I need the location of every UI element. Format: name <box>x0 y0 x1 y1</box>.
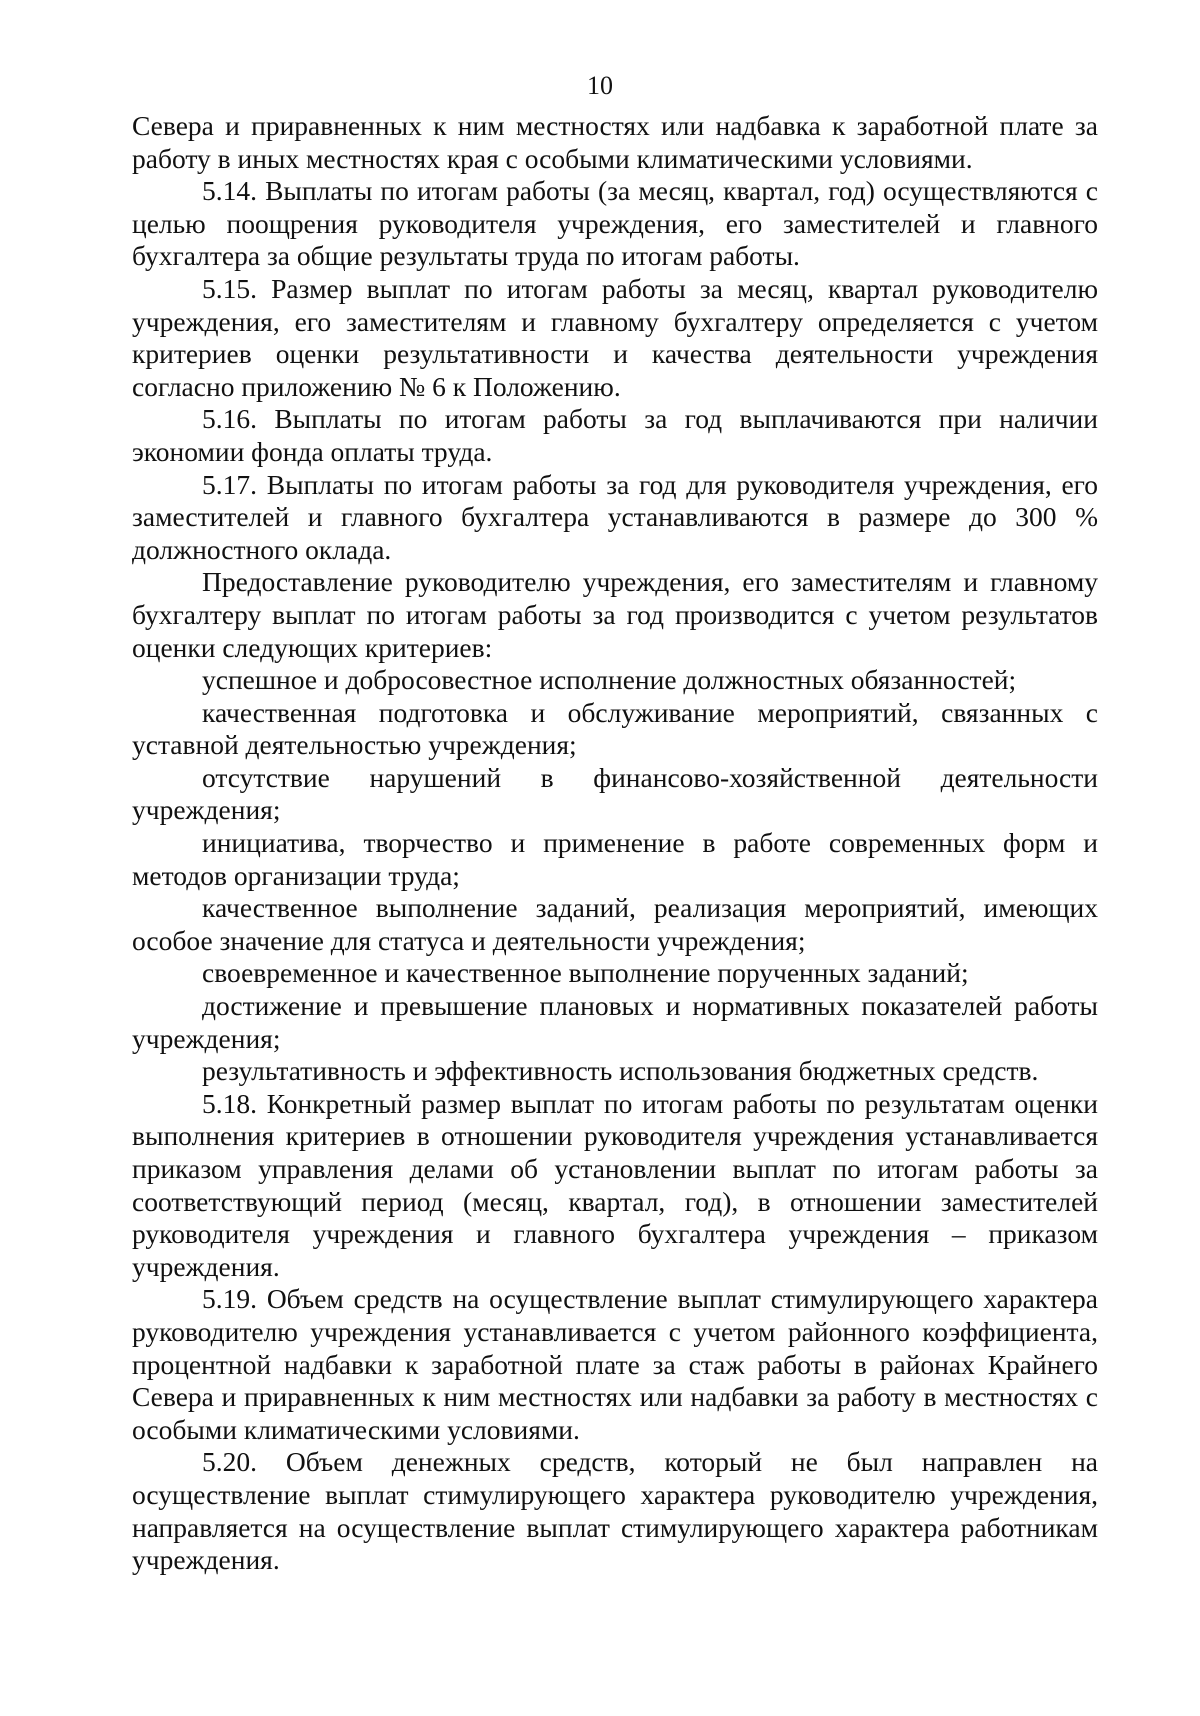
criteria-item: результативность и эффективность использования бюджетных средств. <box>202 1055 1039 1087</box>
page-number: 10 <box>587 71 613 100</box>
paragraph-5-20: 5.20. Объем денежных средств, который не был направлен на осуществление выплат стимулирующего характера руководителю учреждения, направляется на осуществление выплат стимулирующего характера работникам учреждения. <box>132 1446 1098 1576</box>
criteria-item: качественное выполнение заданий, реализация мероприятий, имеющих особое значение для статуса и деятельности учреждения; <box>132 892 1098 956</box>
criteria-item: достижение и превышение плановых и нормативных показателей работы учреждения; <box>132 990 1098 1054</box>
criteria-item: отсутствие нарушений в финансово-хозяйственной деятельности учреждения; <box>132 761 1098 826</box>
criteria-item: успешное и добросовестное исполнение должностных обязанностей; <box>202 664 1017 696</box>
paragraph-5-19: 5.19. Объем средств на осуществление выплат стимулирующего характера руководителю учреждения устанавливается с учетом районного коэффициента, процентной надбавки к заработной плате за стаж работы в районах Крайнего Севера и приравненных к ним местностях или надбавки за работу в местностях с особыми климатическими условиями. <box>132 1283 1098 1445</box>
paragraph-criteria-intro: Предоставление руководителю учреждения, его заместителям и главному бухгалтеру выплат по итогам работы за год производится с учетом результатов оценки следующих критериев: <box>132 566 1098 663</box>
paragraph-5-15: 5.15. Размер выплат по итогам работы за месяц, квартал руководителю учреждения, его заместителям и главному бухгалтеру определяется с учетом критериев оценки результативности и качества деятельности учреждения согласно приложению № 6 к Положению. <box>132 272 1098 402</box>
paragraph-continuation: Севера и приравненных к ним местностях или надбавка к заработной плате за работу в иных местностях края с особыми климатическими условиями. <box>132 110 1098 174</box>
paragraph-5-18: 5.18. Конкретный размер выплат по итогам работы по результатам оценки выполнения критериев в отношении руководителя учреждения устанавливается приказом управления делами об установлении выплат по итогам работы за соответствующий период (месяц, квартал, год), в отношении заместителей руководителя учреждения и главного бухгалтера учреждения – приказом учреждения. <box>132 1087 1098 1282</box>
paragraph-5-14: 5.14. Выплаты по итогам работы (за месяц, квартал, год) осуществляются с целью поощрения руководителя учреждения, его заместителей и главного бухгалтера за общие результаты труда по итогам работы. <box>132 175 1098 272</box>
paragraph-5-17: 5.17. Выплаты по итогам работы за год для руководителя учреждения, его заместителей и главного бухгалтера устанавливаются в размере до 300 % должностного оклада. <box>132 468 1098 565</box>
paragraph-5-16: 5.16. Выплаты по итогам работы за год выплачиваются при наличии экономии фонда оплаты труда. <box>132 403 1098 467</box>
document-body <box>132 110 1098 1577</box>
criteria-item: качественная подготовка и обслуживание мероприятий, связанных с уставной деятельностью учреждения; <box>132 696 1098 761</box>
criteria-item: инициатива, творчество и применение в работе современных форм и методов организации труда; <box>132 827 1098 891</box>
criteria-item: своевременное и качественное выполнение порученных заданий; <box>202 957 969 989</box>
